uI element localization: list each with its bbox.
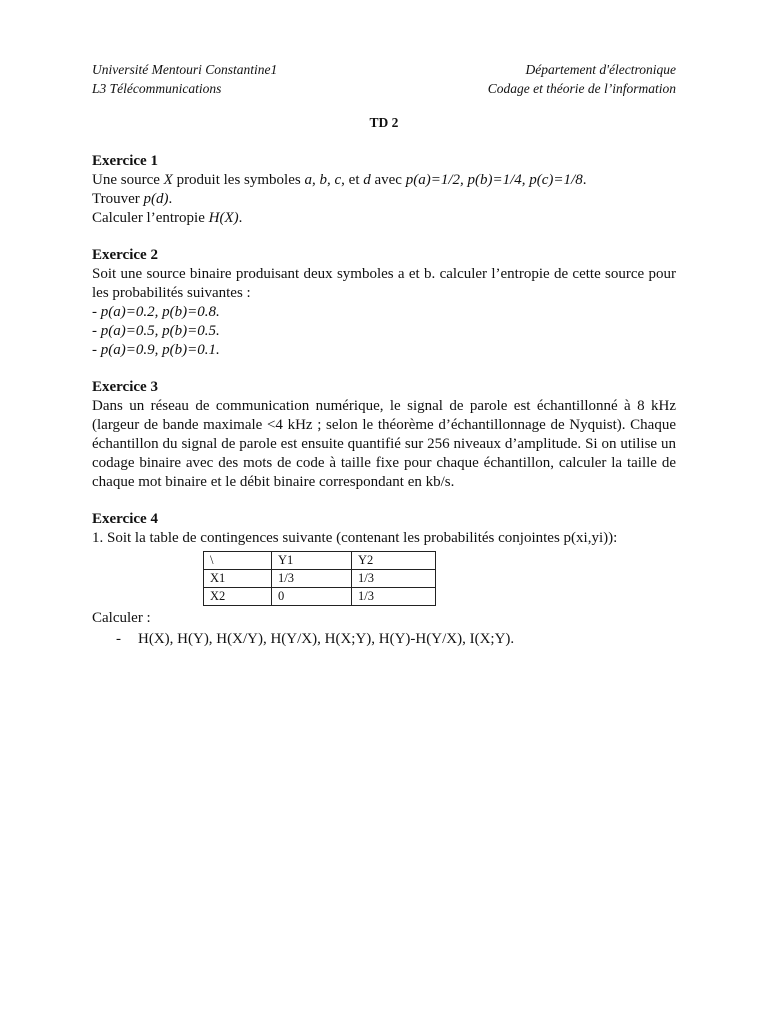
contingency-table <box>203 551 436 606</box>
university-name: Université Mentouri Constantine1 <box>92 62 278 77</box>
table-row <box>204 570 436 588</box>
table-cell: X1 <box>204 570 272 588</box>
table-cell: 1/3 <box>352 570 436 588</box>
exercise-1-title: Exercice 1 <box>92 153 158 169</box>
page-title: TD 2 <box>369 115 399 130</box>
table-header-row <box>204 552 436 570</box>
header-row-2 <box>92 79 676 98</box>
table-cell: Y2 <box>352 552 436 570</box>
exercise-2-item: - p(a)=0.9, p(b)=0.1. <box>92 342 220 358</box>
exercise-2-title: Exercice 2 <box>92 247 158 263</box>
course-name: Codage et théorie de l’information <box>487 81 676 96</box>
table-cell: X2 <box>204 588 272 606</box>
exercise-4-title: Exercice 4 <box>92 511 158 527</box>
table-cell: 1/3 <box>352 588 436 606</box>
exercise-4-intro: 1. Soit la table de contingences suivante (contenant les probabilités conjointes p(xi,yi)): <box>92 530 618 546</box>
calc-label: Calculer : <box>92 610 151 626</box>
exercise-3-text: Dans un réseau de communication numérique, le signal de parole est échantillonné à 8 kHz (largeur de bande maximale <4 kHz ; selon le théorème d’échantillonnage de Nyquist). Chaque échantillon du signal de parole est ensuite quantifié sur 256 niveaux d’amplitude. Si on utilise un codage binaire avec des mots de code à taille fixe pour chaque échantillon, calculer la taille de chaque mot binaire et le débit binaire correspondant en kb/s. <box>92 398 676 490</box>
calc-list-item <box>92 630 676 649</box>
department-name: Département d'électronique <box>525 62 676 77</box>
table-cell: Y1 <box>272 552 352 570</box>
exercise-2 <box>92 246 676 360</box>
exercise-1-line-3: Calculer l’entropie H(X). <box>92 210 243 226</box>
exercise-2-item: - p(a)=0.2, p(b)=0.8. <box>92 304 220 320</box>
table-cell: 1/3 <box>272 570 352 588</box>
table-cell: 0 <box>272 588 352 606</box>
exercise-2-text: Soit une source binaire produisant deux symboles a et b. calculer l’entropie de cette source pour les probabilités suivantes : <box>92 266 676 301</box>
exercise-3-title: Exercice 3 <box>92 379 158 395</box>
exercise-1-line-2: Trouver p(d). <box>92 191 173 207</box>
bullet-dash: - <box>116 631 121 647</box>
exercise-1-line-1: Une source X produit les symboles a, b, c, et d avec p(a)=1/2, p(b)=1/4, p(c)=1/8. <box>92 172 587 188</box>
header-row-1 <box>92 60 676 79</box>
table-row <box>204 588 436 606</box>
exercise-4 <box>92 510 676 649</box>
program-name: L3 Télécommunications <box>92 81 222 96</box>
exercise-3 <box>92 378 676 492</box>
exercise-1 <box>92 152 676 228</box>
document-page <box>92 60 676 667</box>
exercise-2-item: - p(a)=0.5, p(b)=0.5. <box>92 323 220 339</box>
table-cell: \ <box>204 552 272 570</box>
calc-items: H(X), H(Y), H(X/Y), H(Y/X), H(X;Y), H(Y)-H(Y/X), I(X;Y). <box>138 631 515 647</box>
